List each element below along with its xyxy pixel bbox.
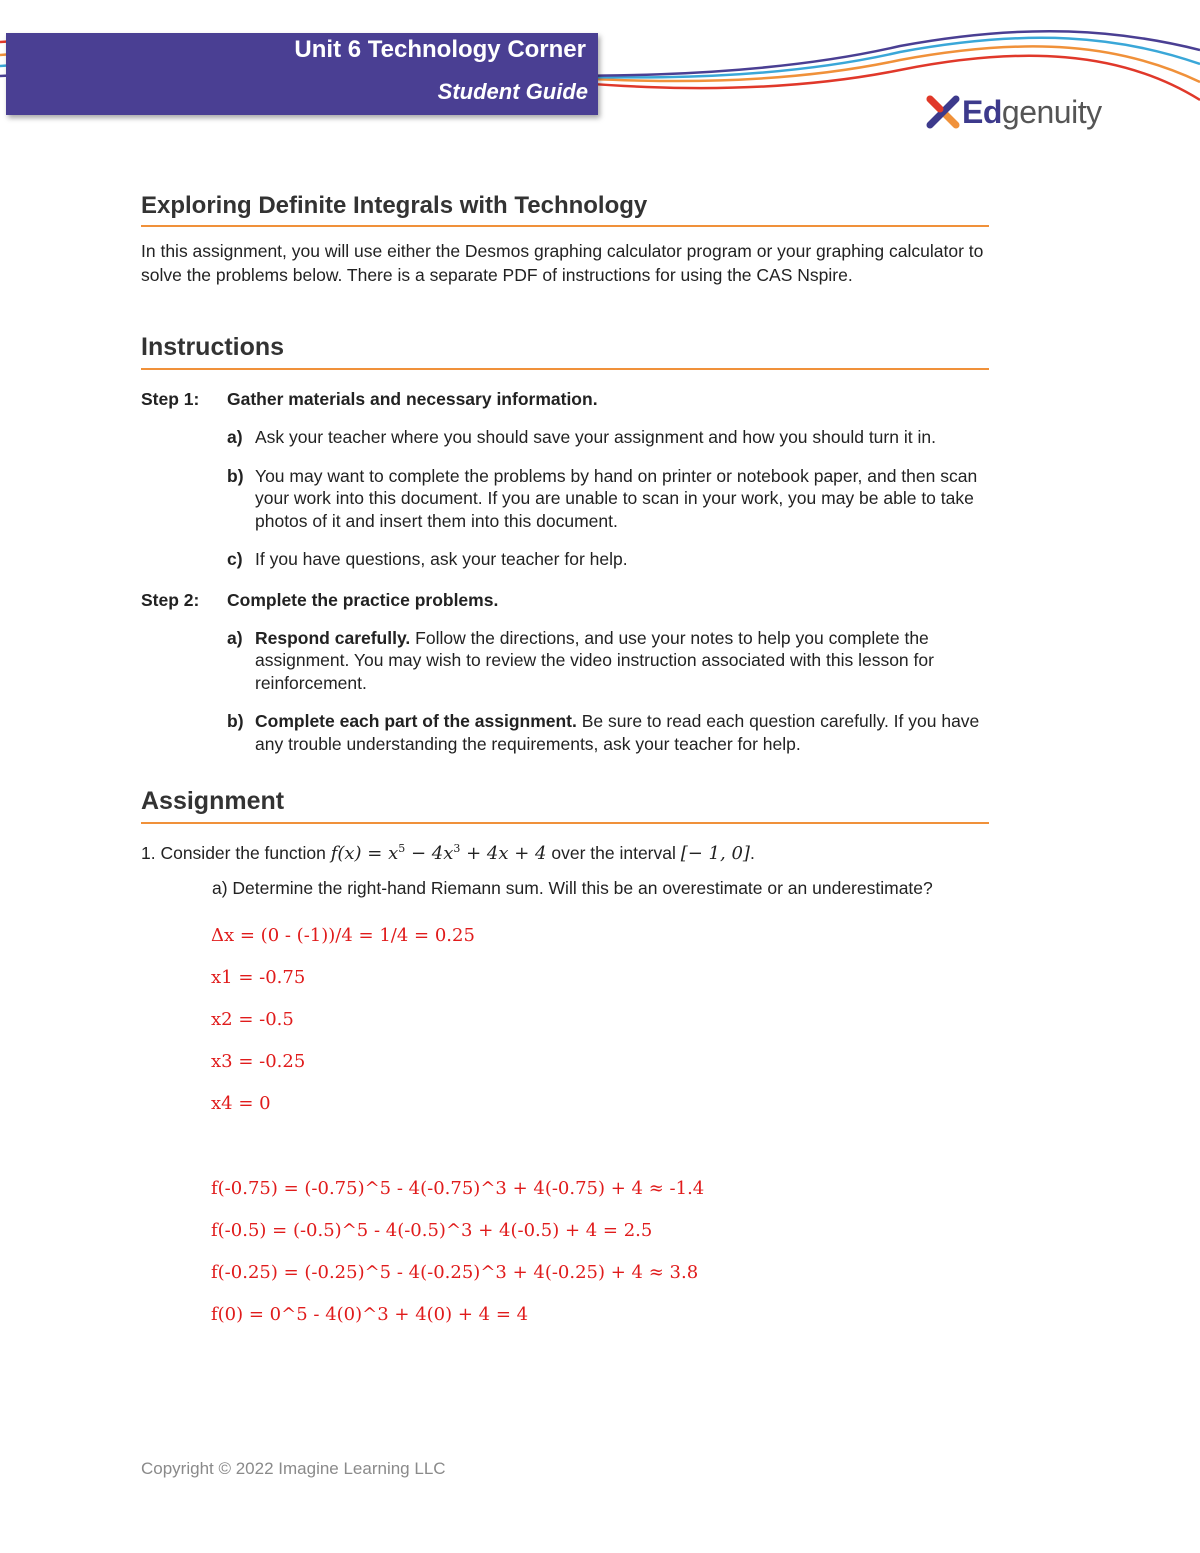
document-title: Exploring Definite Integrals with Technology bbox=[141, 192, 989, 227]
list-body-text: Follow the directions, and use your notes to help you complete the assignment. You may wish to review the video instruction associated with this lesson for reinforcement. bbox=[255, 627, 934, 693]
answer-line-f2: f(-0.5) = (-0.5)^5 - 4(-0.5)^3 + 4(-0.5) + 4 = 2.5 bbox=[211, 1220, 653, 1241]
question-1a: a) Determine the right-hand Riemann sum. Will this be an overestimate or an underestimate? bbox=[212, 878, 933, 898]
interval: [− 1, 0] bbox=[680, 843, 750, 864]
answer-line-x4: x4 = 0 bbox=[211, 1093, 271, 1114]
list-marker: c) bbox=[227, 549, 243, 569]
answer-line-f4: f(0) = 0^5 - 4(0)^3 + 4(0) + 4 = 4 bbox=[211, 1304, 529, 1325]
header-banner bbox=[6, 33, 598, 115]
step-label: Step 2: bbox=[141, 589, 200, 610]
step-title: Complete the practice problems. bbox=[227, 589, 499, 610]
list-bold-text: Respond carefully. bbox=[255, 627, 411, 648]
answer-line-x2: x2 = -0.5 bbox=[211, 1009, 294, 1030]
answer-line-x1: x1 = -0.75 bbox=[211, 967, 306, 988]
list-item bbox=[227, 465, 989, 533]
function-expression bbox=[331, 843, 547, 864]
step-1 bbox=[141, 388, 989, 410]
list-text bbox=[255, 627, 989, 695]
logo-text bbox=[962, 94, 1102, 131]
step-2 bbox=[141, 589, 989, 611]
banner-subtitle: Student Guide bbox=[437, 79, 588, 104]
function-lhs: f(x) = x bbox=[330, 843, 399, 864]
question-1 bbox=[141, 836, 989, 867]
list-item bbox=[227, 710, 989, 755]
banner-title: Unit 6 Technology Corner bbox=[294, 36, 586, 63]
edgenuity-logo bbox=[926, 94, 1102, 130]
answer-line-delta-x: Δx = (0 - (-1))/4 = 1/4 = 0.25 bbox=[211, 925, 475, 946]
function-rest: + 4x + 4 bbox=[460, 843, 547, 864]
list-marker: b) bbox=[227, 711, 244, 731]
copyright-footer: Copyright © 2022 Imagine Learning LLC bbox=[141, 1459, 446, 1478]
document-body bbox=[141, 192, 989, 1325]
list-text: You may want to complete the problems by hand on printer or notebook paper, and then scan your work into this document. If you are unable to scan in your work, you may be able to take photos of it and insert them into this document. bbox=[255, 465, 978, 531]
list-item bbox=[227, 548, 989, 571]
exponent-5: 5 bbox=[398, 842, 406, 855]
list-bold-text: Complete each part of the assignment. bbox=[255, 711, 577, 731]
answer-line-f1: f(-0.75) = (-0.75)^5 - 4(-0.75)^3 + 4(-0.75) + 4 ≈ -1.4 bbox=[211, 1178, 705, 1199]
answer-line-f3: f(-0.25) = (-0.25)^5 - 4(-0.25)^3 + 4(-0.25) + 4 ≈ 3.8 bbox=[211, 1262, 699, 1283]
list-item bbox=[227, 627, 989, 695]
intro-paragraph: In this assignment, you will use either the Desmos graphing calculator program or your graphing calculator to solve the problems below. There is a separate PDF of instructions for using the CAS Nspire. bbox=[141, 241, 984, 285]
question-end: . bbox=[749, 843, 755, 863]
question-over: over the interval bbox=[546, 843, 681, 863]
logo-text-bold: Ed bbox=[962, 93, 1002, 130]
list-marker: a) bbox=[227, 427, 243, 447]
step-title: Gather materials and necessary information. bbox=[227, 389, 598, 409]
list-marker: b) bbox=[227, 465, 244, 486]
exponent-3: 3 bbox=[453, 842, 461, 855]
list-marker: a) bbox=[227, 627, 243, 648]
list-text: If you have questions, ask your teacher for help. bbox=[255, 549, 628, 569]
instructions-heading: Instructions bbox=[141, 333, 989, 370]
list-text: Ask your teacher where you should save your assignment and how you should turn it in. bbox=[255, 427, 936, 447]
function-mid: − 4x bbox=[405, 843, 454, 864]
assignment-heading: Assignment bbox=[141, 787, 989, 824]
step-label: Step 1: bbox=[141, 389, 200, 409]
question-lead: 1. Consider the function bbox=[141, 843, 331, 863]
list-text bbox=[255, 710, 989, 755]
list-body-text: Be sure to read each question carefully. If you have any trouble understanding the requirements, ask your teacher for help. bbox=[255, 711, 980, 754]
list-item bbox=[227, 426, 989, 449]
edgenuity-x-icon bbox=[926, 95, 960, 129]
answer-line-x3: x3 = -0.25 bbox=[211, 1051, 306, 1072]
logo-text-light: genuity bbox=[1001, 93, 1102, 130]
